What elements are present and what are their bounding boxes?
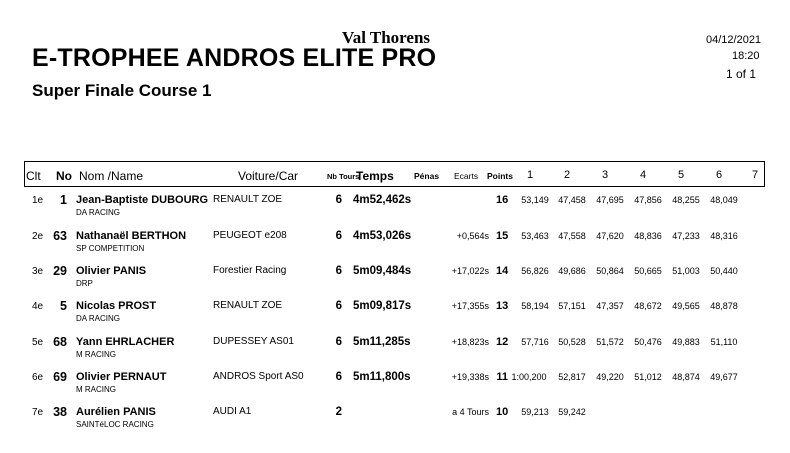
- row-lap-time: 48,878: [710, 301, 738, 311]
- row-total-time: 5m11,800s: [353, 371, 411, 383]
- row-gap: +19,338s: [451, 372, 489, 382]
- row-rank: 1e: [32, 195, 44, 206]
- row-lap-time: 48,255: [672, 195, 700, 205]
- row-gap: +17,355s: [451, 301, 489, 311]
- row-driver-name: Yann EHRLACHER: [76, 336, 175, 348]
- row-car-number: 29: [53, 264, 67, 278]
- row-lap-time: 1:00,200: [511, 372, 547, 382]
- table-row: [0, 403, 790, 437]
- row-car-number: 68: [53, 335, 67, 349]
- row-total-time: 5m11,285s: [353, 336, 411, 348]
- row-car: AUDI A1: [213, 406, 252, 417]
- row-rank: 6e: [32, 372, 44, 383]
- page-number: 1 of 1: [726, 67, 757, 81]
- row-lap-time: 56,826: [521, 266, 549, 276]
- row-rank: 4e: [32, 301, 44, 312]
- row-car: RENAULT ZOE: [213, 300, 283, 311]
- row-points: 14: [496, 265, 509, 277]
- row-lap-time: 49,565: [672, 301, 700, 311]
- row-points: 13: [496, 300, 509, 312]
- row-lap-time: 48,874: [672, 372, 700, 382]
- header-no: No: [56, 169, 72, 183]
- header-car: Voiture/Car: [238, 169, 299, 183]
- row-lap-time: 47,458: [558, 195, 586, 205]
- row-laps-count: 6: [335, 194, 342, 206]
- row-driver-name: Olivier PERNAUT: [76, 371, 167, 383]
- row-points: 10: [496, 406, 509, 418]
- row-rank: 2e: [32, 231, 44, 242]
- row-lap-time: 50,864: [596, 266, 624, 276]
- row-driver-name: Aurélien PANIS: [76, 406, 156, 418]
- row-car-number: 5: [60, 299, 67, 313]
- row-lap-time: 51,003: [672, 266, 700, 276]
- venue-name: Val Thorens: [342, 28, 431, 47]
- table-row: [0, 262, 790, 296]
- row-team: SP COMPETITION: [76, 244, 145, 253]
- row-gap: a 4 Tours: [452, 407, 489, 417]
- header-ecarts: Ecarts: [454, 171, 479, 181]
- row-lap-time: 52,817: [558, 372, 586, 382]
- row-points: 15: [496, 230, 509, 242]
- row-laps-count: 6: [335, 265, 342, 277]
- row-lap-time: 51,110: [710, 337, 738, 347]
- row-lap-time: 49,686: [558, 266, 586, 276]
- header-name: Nom /Name: [79, 169, 144, 183]
- row-lap-time: 49,883: [672, 337, 700, 347]
- row-gap: +0,564s: [456, 231, 489, 241]
- row-rank: 5e: [32, 337, 44, 348]
- row-team: DRP: [76, 279, 93, 288]
- header-lap-6: 6: [716, 169, 723, 181]
- row-lap-time: 47,233: [672, 231, 700, 241]
- row-car-number: 63: [53, 229, 67, 243]
- row-team: M RACING: [76, 385, 116, 394]
- row-lap-time: 53,463: [521, 231, 549, 241]
- row-lap-time: 50,665: [634, 266, 662, 276]
- row-total-time: 4m52,462s: [353, 194, 412, 206]
- row-car: PEUGEOT e208: [213, 230, 287, 241]
- row-driver-name: Nicolas PROST: [76, 300, 157, 312]
- row-lap-time: 48,836: [634, 231, 662, 241]
- row-gap: +17,022s: [451, 266, 489, 276]
- row-team: M RACING: [76, 350, 116, 359]
- row-gap: +18,823s: [451, 337, 489, 347]
- page-title: E-TROPHEE ANDROS ELITE PRO: [32, 44, 437, 72]
- row-lap-time: 49,677: [710, 372, 738, 382]
- header-lap-4: 4: [640, 169, 647, 181]
- row-points: 11: [496, 371, 508, 383]
- row-lap-time: 48,316: [710, 231, 738, 241]
- row-lap-time: 47,695: [596, 195, 624, 205]
- row-laps-count: 6: [335, 300, 342, 312]
- row-laps-count: 6: [335, 336, 342, 348]
- row-laps-count: 6: [335, 371, 342, 383]
- row-lap-time: 47,558: [558, 231, 586, 241]
- row-car: DUPESSEY AS01: [213, 336, 294, 347]
- report-time: 18:20: [732, 50, 760, 62]
- header-temps: Temps: [356, 169, 394, 183]
- header-lap-2: 2: [564, 169, 571, 181]
- row-points: 12: [496, 336, 509, 348]
- row-lap-time: 47,620: [596, 231, 624, 241]
- row-lap-time: 57,151: [558, 301, 586, 311]
- row-lap-time: 48,672: [634, 301, 662, 311]
- row-lap-time: 50,476: [634, 337, 662, 347]
- row-total-time: 5m09,817s: [353, 300, 412, 312]
- row-team: DA RACING: [76, 314, 121, 323]
- header-tours: Nb Tours: [327, 172, 360, 181]
- row-driver-name: Nathanaël BERTHON: [76, 230, 187, 242]
- header-clt: Clt: [26, 169, 41, 183]
- row-total-time: 4m53,026s: [353, 230, 412, 242]
- row-lap-time: 49,220: [596, 372, 624, 382]
- row-lap-time: 47,856: [634, 195, 662, 205]
- row-lap-time: 59,242: [558, 407, 586, 417]
- page-subtitle: Super Finale Course 1: [32, 81, 212, 100]
- row-car: RENAULT ZOE: [213, 194, 283, 205]
- header-lap-5: 5: [678, 169, 685, 181]
- header-points: Points: [487, 171, 513, 181]
- row-car-number: 1: [60, 193, 67, 207]
- row-lap-time: 48,049: [710, 195, 738, 205]
- row-laps-count: 2: [335, 406, 342, 418]
- row-lap-time: 50,440: [710, 266, 738, 276]
- row-rank: 7e: [32, 407, 44, 418]
- row-team: DA RACING: [76, 208, 121, 217]
- row-rank: 3e: [32, 266, 44, 277]
- report-date: 04/12/2021: [706, 34, 762, 46]
- row-car-number: 38: [53, 405, 67, 419]
- row-lap-time: 59,213: [521, 407, 549, 417]
- row-lap-time: 51,572: [596, 337, 624, 347]
- row-laps-count: 6: [335, 230, 342, 242]
- row-lap-time: 47,357: [596, 301, 624, 311]
- row-car: Forestier Racing: [213, 265, 287, 276]
- row-lap-time: 53,149: [521, 195, 549, 205]
- header-lap-3: 3: [602, 169, 609, 181]
- header-lap-1: 1: [527, 169, 534, 181]
- table-row: [0, 368, 790, 402]
- header-lap-7: 7: [752, 169, 759, 181]
- row-team: SAINTéLOC RACING: [76, 420, 154, 429]
- table-row: [0, 297, 790, 331]
- row-lap-time: 57,716: [521, 337, 549, 347]
- row-lap-time: 50,528: [558, 337, 586, 347]
- table-row: [0, 333, 790, 367]
- row-lap-time: 58,194: [521, 301, 549, 311]
- table-row: [0, 227, 790, 261]
- header-penas: Pénas: [414, 171, 440, 181]
- row-lap-time: 51,012: [634, 372, 662, 382]
- row-car-number: 69: [53, 370, 67, 384]
- table-row: [0, 191, 790, 225]
- row-car: ANDROS Sport AS0: [213, 371, 304, 382]
- row-total-time: 5m09,484s: [353, 265, 412, 277]
- row-driver-name: Olivier PANIS: [76, 265, 147, 277]
- row-points: 16: [496, 194, 509, 206]
- row-driver-name: Jean-Baptiste DUBOURG: [76, 194, 209, 206]
